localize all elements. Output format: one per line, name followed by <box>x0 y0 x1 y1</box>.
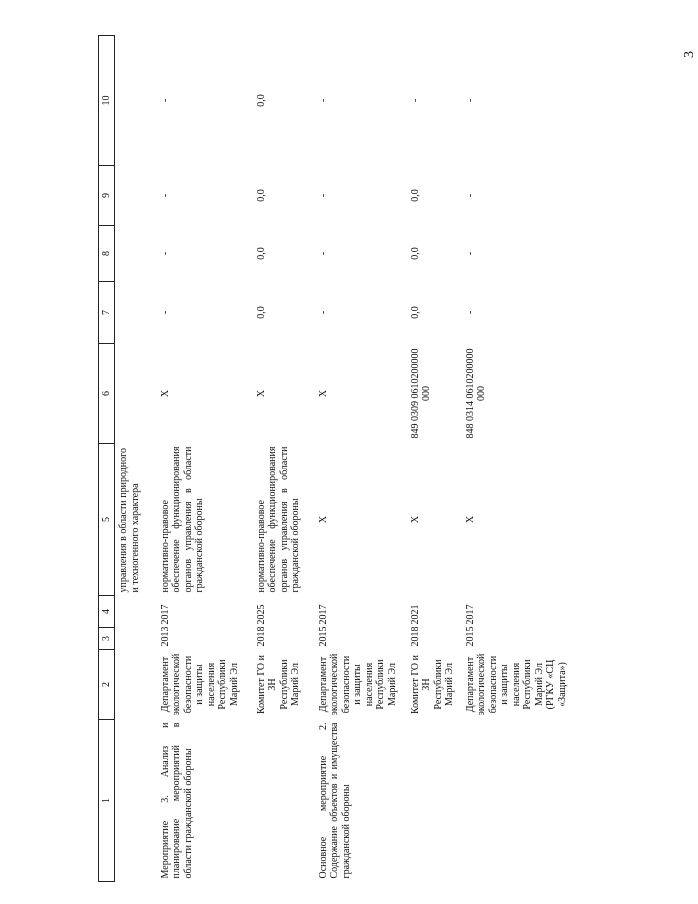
table-row <box>462 36 575 882</box>
budget-code: Х <box>255 389 267 398</box>
measure-name <box>253 720 315 882</box>
value-col-9 <box>115 166 157 226</box>
executor: Департамент экологической безопасности и защиты населения Республики Марий Эл (РГКУ «СЦ «Защита») <box>464 653 568 716</box>
expected-result: нормативно-правовое обеспечение функционирования органов управления в области гражданской обороны <box>255 446 301 593</box>
measure-name <box>115 720 157 882</box>
value-col-10 <box>115 36 157 166</box>
start-year <box>115 628 157 650</box>
measure-name: Основное мероприятие 2. Содержание объектов и имущества гражданской обороны <box>317 722 352 879</box>
header-col-5: 5 <box>99 444 115 596</box>
value-col-7: - <box>159 310 171 315</box>
table-row <box>407 36 462 882</box>
budget-code <box>115 344 157 444</box>
expected-result: Х <box>317 515 329 524</box>
value-col-9: - <box>464 193 476 198</box>
measure-name: Мероприятие 3. Анализ и планирование мероприятий в области гражданской обороны <box>159 722 194 879</box>
value-col-9: 0,0 <box>255 189 267 202</box>
value-col-10: - <box>317 98 329 103</box>
header-col-1: 1 <box>99 720 115 882</box>
header-row <box>99 36 115 882</box>
value-col-9: 0,0 <box>409 189 421 202</box>
value-col-8 <box>115 226 157 282</box>
expected-result: управления в области природного и техногенного характера <box>118 448 141 593</box>
header-col-9: 9 <box>99 166 115 226</box>
value-col-10: - <box>159 98 171 103</box>
start-year: 2018 <box>409 626 421 647</box>
value-col-10: - <box>464 98 476 103</box>
table-row <box>253 36 315 882</box>
value-col-7: 0,0 <box>255 306 267 319</box>
end-year: 2021 <box>409 604 421 625</box>
value-col-8: - <box>464 251 476 256</box>
value-col-8: - <box>317 251 329 256</box>
executor: Департамент экологической безопасности и защиты населения Республики Марий Эл <box>317 653 398 716</box>
budget-code: 849 0309 0610200000 000 <box>409 348 432 439</box>
header-col-8: 8 <box>99 226 115 282</box>
budget-code: 848 0314 0610200000 000 <box>464 348 487 439</box>
table-row <box>115 36 157 882</box>
end-year: 2025 <box>255 604 267 625</box>
start-year: 2015 <box>317 626 329 647</box>
header-col-10: 10 <box>99 36 115 166</box>
value-col-7 <box>115 282 157 344</box>
end-year: 2017 <box>464 604 476 625</box>
value-col-7: 0,0 <box>409 306 421 319</box>
executor: Комитет ГО и ЗН Республики Марий Эл <box>255 655 301 714</box>
value-col-8: 0,0 <box>409 247 421 260</box>
value-col-10: - <box>409 98 421 103</box>
header-col-2: 2 <box>99 650 115 720</box>
value-col-10: 0,0 <box>255 94 267 107</box>
end-year <box>115 596 157 628</box>
header-col-3: 3 <box>99 628 115 650</box>
page-number: 3 <box>682 51 697 58</box>
value-col-9: - <box>159 193 171 198</box>
start-year: 2013 <box>159 626 171 647</box>
value-col-9: - <box>317 193 329 198</box>
budget-code: Х <box>159 389 171 398</box>
rotated-page <box>98 36 568 882</box>
executor: Комитет ГО и ЗН Республики Марий Эл <box>409 655 455 714</box>
table-row <box>315 36 407 882</box>
start-year: 2015 <box>464 626 476 647</box>
executor <box>115 650 157 720</box>
measure-name <box>407 720 462 882</box>
header-col-7: 7 <box>99 282 115 344</box>
end-year: 2017 <box>159 604 171 625</box>
value-col-8: - <box>159 251 171 256</box>
measure-name <box>462 720 575 882</box>
value-col-7: - <box>317 310 329 315</box>
value-col-7: - <box>464 310 476 315</box>
expected-result: нормативно-правовое обеспечение функционирования органов управления в области гражданской обороны <box>159 446 205 593</box>
start-year: 2018 <box>255 626 267 647</box>
table-row <box>157 36 253 882</box>
executor: Департамент экологической безопасности и защиты населения Республики Марий Эл <box>159 653 240 716</box>
value-col-8: 0,0 <box>255 247 267 260</box>
expected-result: Х <box>409 515 421 524</box>
header-col-4: 4 <box>99 596 115 628</box>
header-col-6: 6 <box>99 344 115 444</box>
expected-result: Х <box>464 515 476 524</box>
program-table <box>98 35 574 882</box>
end-year: 2017 <box>317 604 329 625</box>
budget-code: Х <box>317 389 329 398</box>
